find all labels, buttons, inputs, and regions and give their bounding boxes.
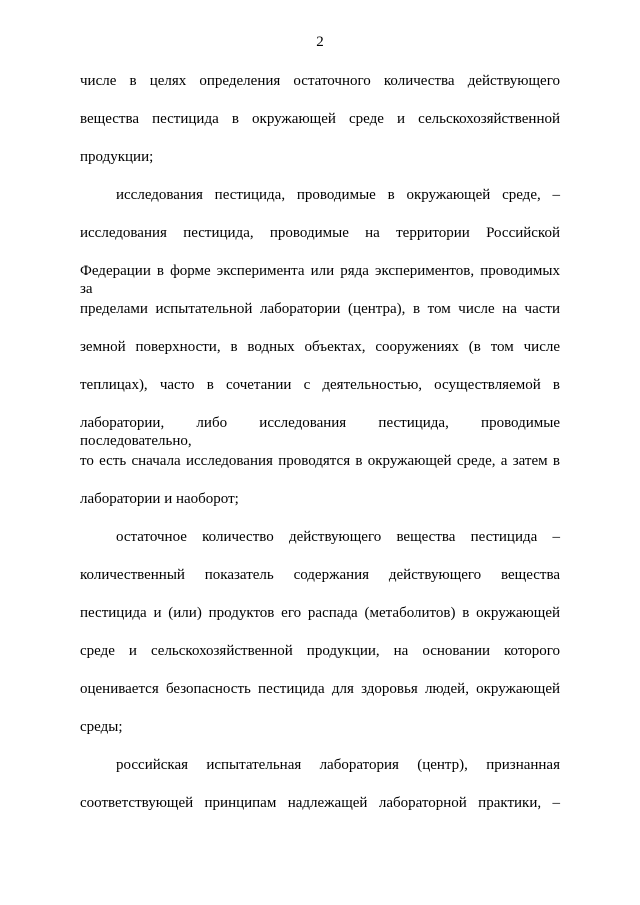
text-line: земной поверхности, в водных объектах, сооружениях (в том числе — [80, 339, 560, 355]
text-line: вещества пестицида в окружающей среде и сельскохозяйственной — [80, 111, 560, 127]
page-number: 2 — [316, 34, 324, 50]
text-line: то есть сначала исследования проводятся в окружающей среде, а затем в — [80, 453, 560, 469]
text-line: теплицах), часто в сочетании с деятельностью, осуществляемой в — [80, 377, 560, 393]
text-line: количественный показатель содержания действующего вещества — [80, 567, 560, 583]
text-line: остаточное количество действующего вещества пестицида – — [116, 529, 560, 545]
text-line: лаборатории и наоборот; — [80, 491, 239, 507]
text-line: продукции; — [80, 149, 154, 165]
text-line: пределами испытательной лаборатории (центра), в том числе на части — [80, 301, 560, 317]
text-line: пестицида и (или) продуктов его распада (метаболитов) в окружающей — [80, 605, 560, 621]
text-line: Федерации в форме эксперимента или ряда экспериментов, проводимых за — [80, 263, 560, 297]
text-line: российская испытательная лаборатория (центр), признанная — [116, 757, 560, 773]
text-line: числе в целях определения остаточного количества действующего — [80, 73, 560, 89]
text-line: исследования пестицида, проводимые в окружающей среде, – — [116, 187, 560, 203]
text-line: среды; — [80, 719, 123, 735]
text-line: лаборатории, либо исследования пестицида, проводимые последовательно, — [80, 415, 560, 449]
text-line: среде и сельскохозяйственной продукции, на основании которого — [80, 643, 560, 659]
text-line: исследования пестицида, проводимые на территории Российской — [80, 225, 560, 241]
text-line: оценивается безопасность пестицида для здоровья людей, окружающей — [80, 681, 560, 697]
text-line: соответствующей принципам надлежащей лабораторной практики, – — [80, 795, 560, 811]
